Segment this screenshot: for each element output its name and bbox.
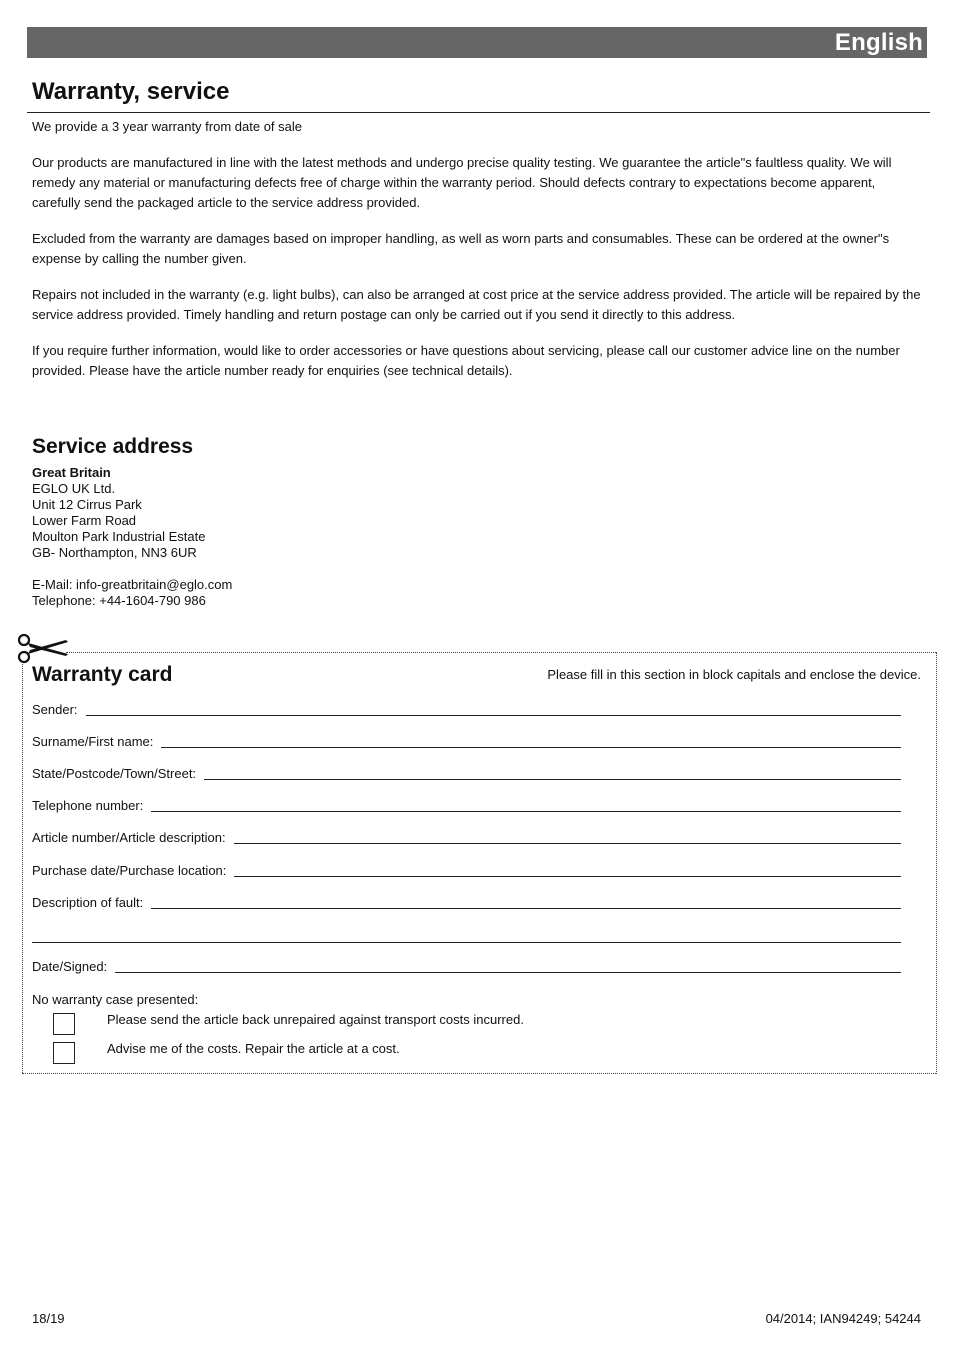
fault-extra-line[interactable] — [32, 942, 901, 943]
article-line[interactable] — [234, 843, 901, 844]
telephone-label: Telephone number: — [32, 798, 144, 813]
address-field[interactable] — [32, 762, 901, 782]
date-signed-field[interactable] — [32, 955, 901, 975]
name-label: Surname/First name: — [32, 734, 154, 749]
name-field[interactable] — [32, 730, 901, 750]
warranty-title: Warranty, service — [32, 78, 230, 105]
language-label: English — [834, 29, 923, 56]
purchase-label: Purchase date/Purchase location: — [32, 863, 227, 878]
warranty-paragraph: Excluded from the warranty are damages based on improper handling, as well as worn parts and consumables. These can be ordered at the owner"s expense by calling the number given. — [32, 231, 890, 266]
sender-line[interactable] — [86, 715, 901, 716]
return-unrepaired-checkbox[interactable] — [53, 1013, 75, 1035]
scissors-icon — [16, 632, 70, 666]
return-unrepaired-label: Please send the article back unrepaired against transport costs incurred. — [107, 1012, 524, 1027]
page-number: 18/19 — [32, 1311, 65, 1326]
repair-at-cost-label: Advise me of the costs. Repair the article at a cost. — [107, 1041, 400, 1056]
cut-line-top — [66, 652, 936, 653]
warranty-paragraph: We provide a 3 year warranty from date of sale — [32, 119, 302, 134]
fault-line[interactable] — [151, 908, 901, 909]
no-warranty-label: No warranty case presented: — [32, 992, 199, 1007]
telephone-field[interactable] — [32, 794, 901, 814]
purchase-field[interactable] — [32, 859, 901, 879]
address-line: GB- Northampton, NN3 6UR — [32, 545, 197, 560]
address-line: Unit 12 Cirrus Park — [32, 497, 142, 512]
address-label: State/Postcode/Town/Street: — [32, 766, 197, 781]
fault-label: Description of fault: — [32, 895, 144, 910]
service-phone: Telephone: +44-1604-790 986 — [32, 593, 206, 608]
title-divider — [27, 112, 930, 113]
service-address-title: Service address — [32, 435, 194, 458]
address-line: Lower Farm Road — [32, 513, 137, 528]
sender-label: Sender: — [32, 702, 78, 717]
warranty-paragraph: If you require further information, would like to order accessories or have questions about servicing, please call our customer advice line on the number provided. Please have the article number ready for enquiries (see technical details). — [32, 343, 900, 378]
name-line[interactable] — [161, 747, 901, 748]
sender-field[interactable] — [32, 698, 901, 718]
warranty-paragraph: Repairs not included in the warranty (e.g. light bulbs), can also be arranged at cost price at the service address provided. The article will be repaired by the service address provided. Timely handling and return postage can only be carried out if you send it directly to this address. — [32, 287, 921, 322]
warranty-card-title: Warranty card — [32, 663, 173, 686]
service-country: Great Britain — [32, 465, 111, 480]
telephone-line[interactable] — [151, 811, 901, 812]
cut-line-left — [22, 662, 23, 1073]
document-reference: 04/2014; IAN94249; 54244 — [765, 1311, 921, 1326]
language-header-bar — [27, 27, 927, 58]
address-line: Moulton Park Industrial Estate — [32, 529, 206, 544]
date-signed-line[interactable] — [115, 972, 901, 973]
warranty-paragraph: Our products are manufactured in line with the latest methods and undergo precise quality testing. We guarantee the article"s faultless quality. We will remedy any material or manufacturing defects free of charge within the warranty period. Should defects contrary to expectations become apparent, carefully send the packaged article to the service address provided. — [32, 155, 892, 210]
date-signed-label: Date/Signed: — [32, 959, 108, 974]
service-address — [32, 465, 232, 609]
cut-line-right — [936, 652, 937, 1074]
article-field[interactable] — [32, 826, 901, 846]
cut-line-bottom — [22, 1073, 936, 1074]
address-line: EGLO UK Ltd. — [32, 481, 116, 496]
article-label: Article number/Article description: — [32, 830, 226, 845]
address-line-input[interactable] — [204, 779, 901, 780]
warranty-text — [32, 117, 922, 397]
card-instructions: Please fill in this section in block capitals and enclose the device. — [547, 667, 921, 682]
repair-at-cost-checkbox[interactable] — [53, 1042, 75, 1064]
service-email: E-Mail: info-greatbritain@eglo.com — [32, 577, 233, 592]
purchase-line[interactable] — [234, 876, 901, 877]
fault-field[interactable] — [32, 891, 901, 911]
